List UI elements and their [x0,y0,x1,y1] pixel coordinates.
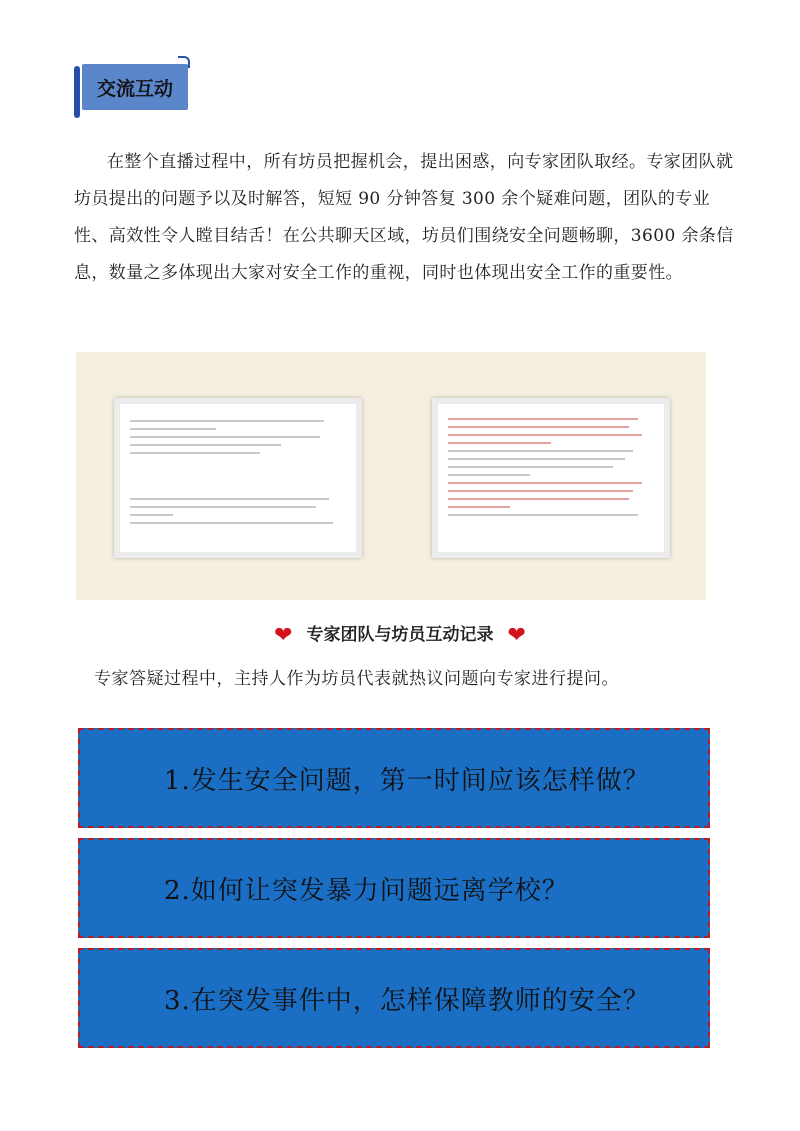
photo-caption [0,620,800,648]
section-heading [74,56,190,114]
question-card-2 [78,838,710,938]
heart-icon: ❤ [507,623,526,648]
question-text: 2.如何让突发暴力问题远离学校？ [164,875,569,906]
chat-screenshot-left [114,398,362,558]
section-heading-bar [74,66,80,118]
question-text: 3.在突发事件中，怎样保障教师的安全？ [164,985,650,1016]
section-heading-label: 交流互动 [82,64,188,110]
question-card-3 [78,948,710,1048]
question-card-1 [78,728,710,828]
chat-screenshot-photo [76,352,706,600]
heart-icon: ❤ [274,623,293,648]
question-text: 1.发生安全问题，第一时间应该怎样做？ [164,765,650,796]
chat-screenshot-right [432,398,670,558]
body-paragraph: 在整个直播过程中，所有坊员把握机会，提出困惑，向专家团队取经。专家团队就坊员提出的问题予以及时解答，短短 90 分钟答复 300 余个疑难问题，团队的专业性、高效性令人瞠目结舌！在公共聊天区域，坊员们围绕安全问题畅聊，3600 余条信息，数量之多体现出大家对安全工作的重视，同时也体现出安全工作的重要性。 [74,152,734,283]
intro-text: 专家答疑过程中，主持人作为坊员代表就热议问题向专家进行提问。 [94,669,619,689]
section-heading-ornament [178,56,190,68]
photo-caption-text: 专家团队与坊员互动记录 [306,625,494,645]
